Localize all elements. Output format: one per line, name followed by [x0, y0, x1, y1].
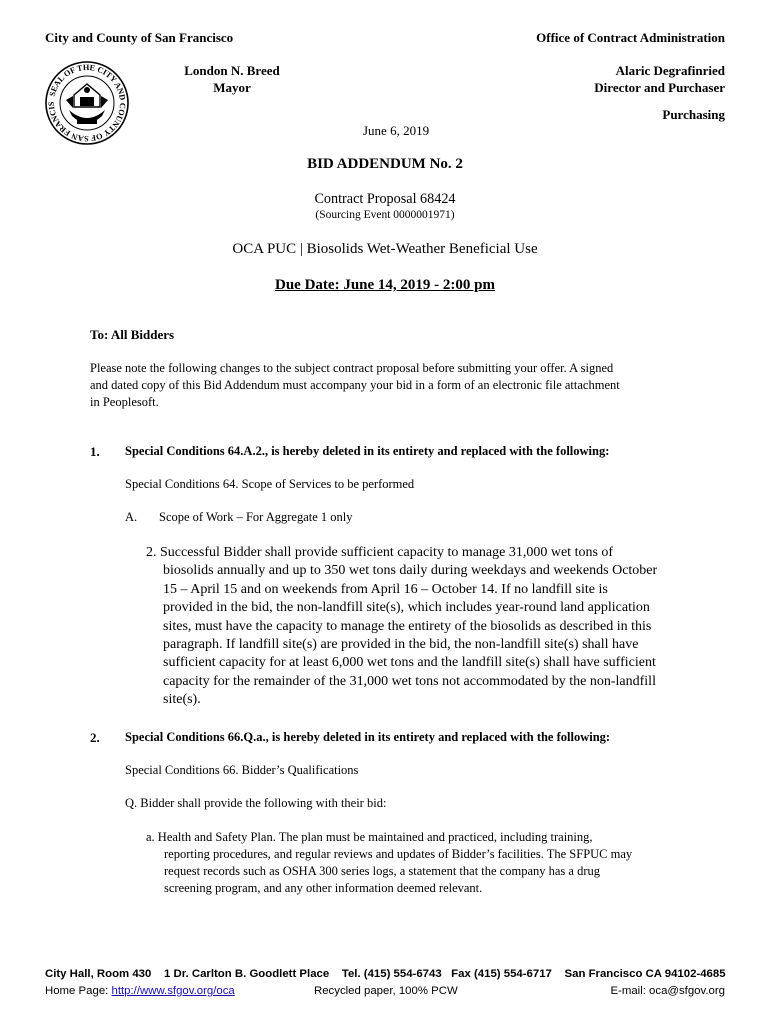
replacement-paragraph: 2. Successful Bidder shall provide sufficient capacity to manage 31,000 wet tons of biosolids annually and up to 350 wet tons daily during weekdays and weekends October 15 – April 15 and on weekends from April 16 – October 14. If no landfill site is provided in the bid, the non-landfill site(s), which includes year-round land application sites, must have the capacity to manage the entirety of the biosolids as described in this paragraph. If landfill site(s) are provided in the bid, the non-landfill site(s) shall have sufficient capacity for at least 6,000 wet tons and the landfill site(s) shall have sufficient capacity for the remainder of the 31,000 wet tons not accommodated by the non-landfill site(s).: [146, 545, 658, 708]
addendum-date: June 6, 2019: [363, 123, 430, 138]
clause-title: Q. Bidder shall provide the following with their bid:: [125, 796, 387, 810]
home-page-label: Home Page:: [45, 985, 109, 997]
sourcing-event: (Sourcing Event 0000001971): [315, 209, 455, 221]
item-number: 1.: [90, 444, 100, 459]
item-heading: Special Conditions 64.A.2., is hereby deleted in its entirety and replaced with the following:: [125, 444, 610, 458]
intro-paragraph: Please note the following changes to the subject contract proposal before submitting your offer. A signed and dated copy of this Bid Addendum must accompany your bid in a form of an electronic file attachment in Peoplesoft.: [90, 361, 620, 409]
home-page-link[interactable]: http://www.sfgov.org/oca: [111, 985, 235, 997]
director-name: Alaric Degrafinried: [615, 63, 725, 78]
addendum-title: BID ADDENDUM No. 2: [307, 156, 463, 172]
footer-address: City Hall, Room 430 1 Dr. Carlton B. Goodlett Place Tel. (415) 554-6743 Fax (415) 554-6717 San Francisco CA 94102-4685: [45, 968, 726, 980]
clause-title: Scope of Work – For Aggregate 1 only: [159, 510, 353, 524]
due-date: Due Date: June 14, 2019 - 2:00 pm: [275, 277, 495, 293]
item-heading: Special Conditions 66.Q.a., is hereby deleted in its entirety and replaced with the following:: [125, 730, 611, 744]
recipients: To: All Bidders: [90, 327, 175, 342]
office-name: Office of Contract Administration: [536, 30, 725, 45]
recycled-note: Recycled paper, 100% PCW: [314, 985, 458, 997]
footer-home: [45, 985, 235, 997]
org-name: City and County of San Francisco: [45, 30, 234, 45]
director-title: Director and Purchaser: [594, 80, 725, 95]
city-seal-icon: [44, 60, 130, 146]
item-number: 2.: [90, 730, 100, 745]
item-subheading: Special Conditions 66. Bidder’s Qualifications: [125, 763, 359, 777]
division-name: Purchasing: [662, 107, 725, 122]
footer-email: E-mail: oca@sfgov.org: [610, 985, 725, 997]
qualification-paragraph: a. Health and Safety Plan. The plan must be maintained and practiced, including training, reporting procedures, and regular reviews and updates of Bidder’s facilities. The SFPUC may request records such as OSHA 300 series logs, a statement that the company has a drug screening program, and any other information deemed relevant.: [146, 830, 633, 895]
item-subheading: Special Conditions 64. Scope of Services to be performed: [125, 477, 415, 491]
mayor-name: London N. Breed: [184, 63, 280, 78]
clause-label: A.: [125, 510, 138, 524]
mayor-title: Mayor: [213, 80, 251, 95]
contract-proposal: Contract Proposal 68424: [314, 191, 456, 207]
project-name: OCA PUC | Biosolids Wet-Weather Beneficial Use: [232, 241, 538, 257]
seal-text: SEAL OF THE CITY AND COUNTY OF SAN FRANCIS: [46, 62, 128, 144]
